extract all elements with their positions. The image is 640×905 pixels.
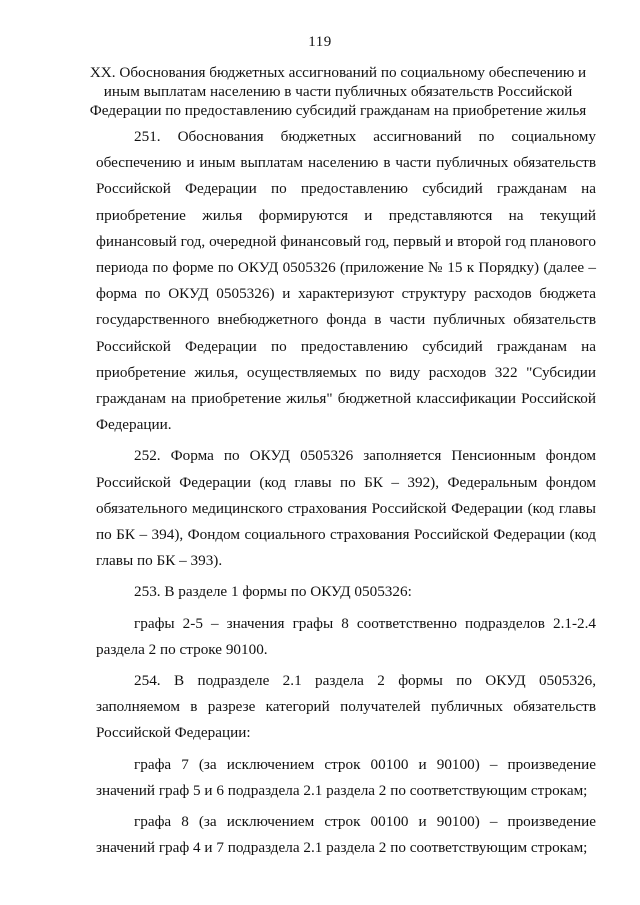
paragraph-254-column-7: графа 7 (за исключением строк 00100 и 90100) – произведение значений граф 5 и 6 подраздела 2.1 раздела 2 по соответствующим строкам;: [96, 755, 596, 799]
page-number: 119: [308, 34, 332, 50]
paragraph-251: 251. Обоснования бюджетных ассигнований по социальному обеспечению и иным выплатам населению в части публичных обязательств Российской Федерации по предоставлению субсидий гражданам на приобретение жилья формируются и представляются на текущий финансовый год, очередной финансовый год, первый и второй год планового периода по форме по ОКУД 0505326 (приложение № 15 к Порядку) (далее – форма по ОКУД 0505326) и характеризуют структуру расходов бюджета государственного внебюджетного фонда в части публичных обязательств Российской Федерации по предоставлению субсидий гражданам на приобретение жилья, осуществляемых по виду расходов 322 "Субсидии гражданам на приобретение жилья" бюджетной классификации Российской Федерации.: [96, 128, 596, 434]
paragraph-254-column-8: графа 8 (за исключением строк 00100 и 90100) – произведение значений граф 4 и 7 подраздела 2.1 раздела 2 по соответствующим строкам;: [96, 813, 596, 857]
document-body: [96, 124, 596, 866]
paragraph-252: 252. Форма по ОКУД 0505326 заполняется Пенсионным фондом Российской Федерации (код главы по БК – 392), Федеральным фондом обязательного медицинского страхования Российской Федерации (код главы по БК – 394), Фондом социального страхования Российской Федерации (код главы по БК – 393).: [96, 447, 596, 570]
paragraph-253-columns: графы 2-5 – значения графы 8 соответственно подразделов 2.1-2.4 раздела 2 по строке 90100.: [96, 614, 596, 658]
section-heading: XX. Обоснования бюджетных ассигнований по социальному обеспечению и иным выплатам населению в части публичных обязательств Российской Федерации по предоставлению субсидий гражданам на приобретение жилья: [89, 64, 587, 119]
paragraph-253: 253. В разделе 1 формы по ОКУД 0505326:: [134, 583, 412, 601]
paragraph-254: 254. В подразделе 2.1 раздела 2 формы по ОКУД 0505326, заполняемом в разрезе категорий получателей публичных обязательств Российской Федерации:: [96, 672, 596, 742]
